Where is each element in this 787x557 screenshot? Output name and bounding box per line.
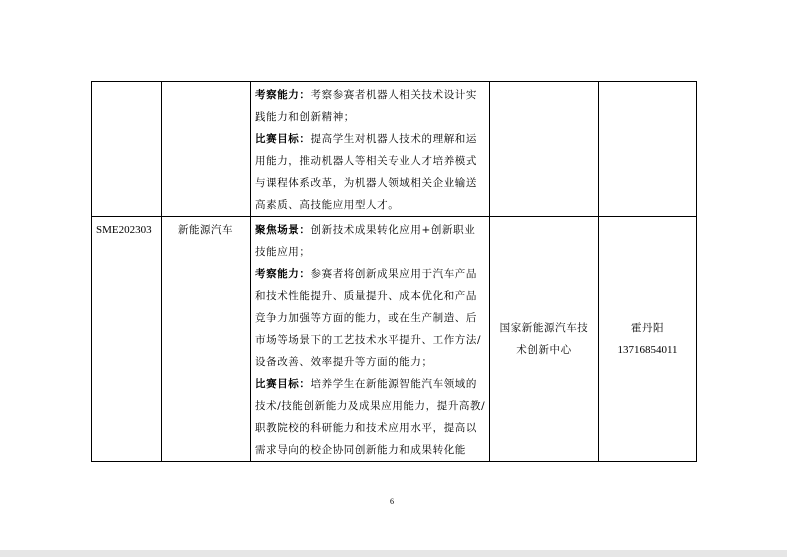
code-cell: SME202303 xyxy=(92,217,162,462)
category-cell xyxy=(162,82,251,217)
contact-phone: 13716854011 xyxy=(617,344,678,356)
contact-cell xyxy=(599,82,697,217)
contact-cell xyxy=(599,217,697,462)
code-cell xyxy=(92,82,162,217)
paragraph-text: 提高学生对机器人技术的理解和运用能力，推动机器人等相关专业人才培养模式与课程体系改革，为机器人领域相关企业输送高素质、高技能应用型人才。 xyxy=(255,133,477,211)
description-paragraph xyxy=(255,373,486,461)
organizer-cell xyxy=(490,82,599,217)
paragraph-label: 比赛目标： xyxy=(255,133,311,145)
paragraph-text: 创新技术成果转化应用+创新职业技能应用； xyxy=(255,224,476,258)
paragraph-text: 参赛者将创新成果应用于汽车产品和技术性能提升、质量提升、成本优化和产品竞争力加强等方面的能力，或在生产制造、后市场等场景下的工艺技术水平提升、工作方法/设备改善、效率提升等方面的能力； xyxy=(255,268,482,368)
description-paragraph xyxy=(255,128,486,216)
paragraph-text: 培养学生在新能源智能汽车领域的技术/技能创新能力及成果应用能力，提升高教/职教院校的科研能力和技术应用水平，提高以需求导向的校企协同创新能力和成果转化能 xyxy=(255,378,486,456)
category-cell: 新能源汽车 xyxy=(162,217,251,462)
description-cell xyxy=(251,82,490,217)
viewer-background xyxy=(0,550,787,557)
contact-name: 霍丹阳 xyxy=(631,322,664,334)
description-cell xyxy=(251,217,490,462)
paragraph-label: 考察能力： xyxy=(255,268,311,280)
paragraph-label: 聚焦场景： xyxy=(255,224,311,236)
description-paragraph xyxy=(255,263,486,373)
table-row xyxy=(92,82,697,217)
description-paragraph xyxy=(255,219,486,263)
organizer-cell: 国家新能源汽车技术创新中心 xyxy=(490,217,599,462)
paragraph-label: 考察能力： xyxy=(255,89,311,101)
paragraph-label: 比赛目标： xyxy=(255,378,311,390)
table-row xyxy=(92,217,697,462)
description-paragraph xyxy=(255,84,486,128)
paragraph-text: 考察参赛者机器人相关技术设计实践能力和创新精神； xyxy=(255,89,477,123)
competition-table xyxy=(91,81,697,462)
page-number: 6 xyxy=(390,497,394,506)
